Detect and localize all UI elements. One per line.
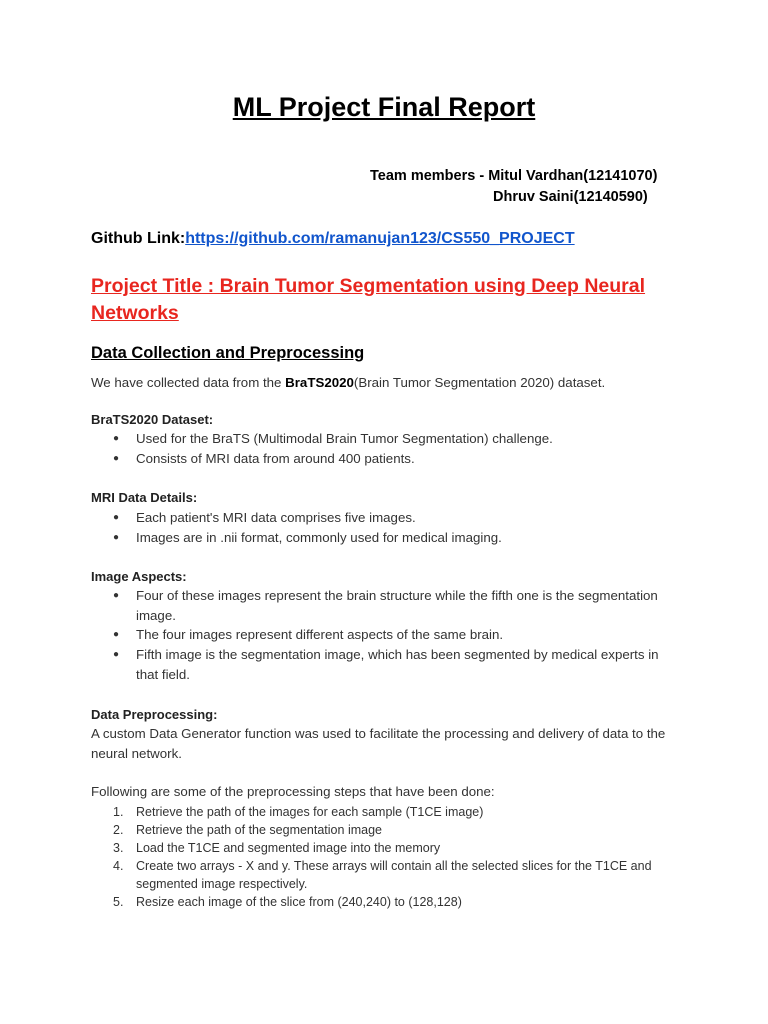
bullet-icon: ● xyxy=(113,629,120,641)
project-title: Project Title : Brain Tumor Segmentation using Deep Neural Networks xyxy=(91,275,646,324)
intro-text-pre: We have collected data from the xyxy=(91,375,286,390)
list-item: ● Each patient's MRI data comprises five images. xyxy=(91,508,681,528)
team-members-line-1: Team members - Mitul Vardhan(12141070) xyxy=(370,168,658,184)
list-item: ● The four images represent different aspects of the same brain. xyxy=(91,625,681,645)
brats-dataset-label: BraTS2020 Dataset: xyxy=(91,412,214,427)
github-row xyxy=(91,230,575,248)
data-preprocessing-paragraph: A custom Data Generator function was used to facilitate the processing and delivery of data to the neural network. xyxy=(91,726,666,761)
image-aspects-label: Image Aspects: xyxy=(91,569,187,584)
github-label: Github Link: xyxy=(91,230,186,247)
list-item: ● Images are in .nii format, commonly used for medical imaging. xyxy=(91,528,681,548)
list-item: ● Four of these images represent the brain structure while the fifth one is the segmentation image. xyxy=(113,588,658,623)
bullet-icon: ● xyxy=(113,590,120,601)
steps-intro: Following are some of the preprocessing steps that have been done: xyxy=(91,784,495,799)
intro-dataset-name: BraTS2020 xyxy=(285,375,354,390)
report-title: ML Project Final Report xyxy=(232,92,536,122)
list-item: 2. Retrieve the path of the segmentation image xyxy=(113,823,382,837)
bullet-icon: ● xyxy=(113,531,120,543)
list-item: 3. Load the T1CE and segmented image into the memory xyxy=(113,841,441,855)
brats-dataset-list xyxy=(91,429,681,468)
data-preprocessing-label: Data Preprocessing: xyxy=(91,707,218,722)
image-aspects-list xyxy=(91,586,681,685)
bullet-icon: ● xyxy=(113,649,120,661)
preprocessing-steps-list xyxy=(91,803,681,911)
list-item: 4. Create two arrays - X and y. These arrays will contain all the selected slices for the T1CE and segmented image respectively. xyxy=(113,859,652,891)
mri-details-label: MRI Data Details: xyxy=(91,490,198,505)
bullet-icon: ● xyxy=(113,452,120,464)
bullet-icon: ● xyxy=(113,433,120,444)
list-item: ● Consists of MRI data from around 400 patients. xyxy=(91,449,681,469)
section-heading-data-collection: Data Collection and Preprocessing xyxy=(91,344,365,362)
intro-text-post: (Brain Tumor Segmentation 2020) dataset. xyxy=(353,375,606,390)
github-link[interactable]: https://github.com/ramanujan123/CS550_PROJECT xyxy=(185,230,575,247)
list-item: ● Used for the BraTS (Multimodal Brain Tumor Segmentation) challenge. xyxy=(91,429,681,449)
mri-details-list xyxy=(91,508,681,547)
list-item: ● Fifth image is the segmentation image, which has been segmented by medical experts in that field. xyxy=(113,647,659,682)
list-item: 1. Retrieve the path of the images for each sample (T1CE image) xyxy=(113,805,484,819)
team-members-line-2: Dhruv Saini(12140590) xyxy=(493,189,648,205)
list-item: 5. Resize each image of the slice from (240,240) to (128,128) xyxy=(113,895,462,909)
intro-paragraph xyxy=(91,375,605,390)
bullet-icon: ● xyxy=(113,512,120,523)
